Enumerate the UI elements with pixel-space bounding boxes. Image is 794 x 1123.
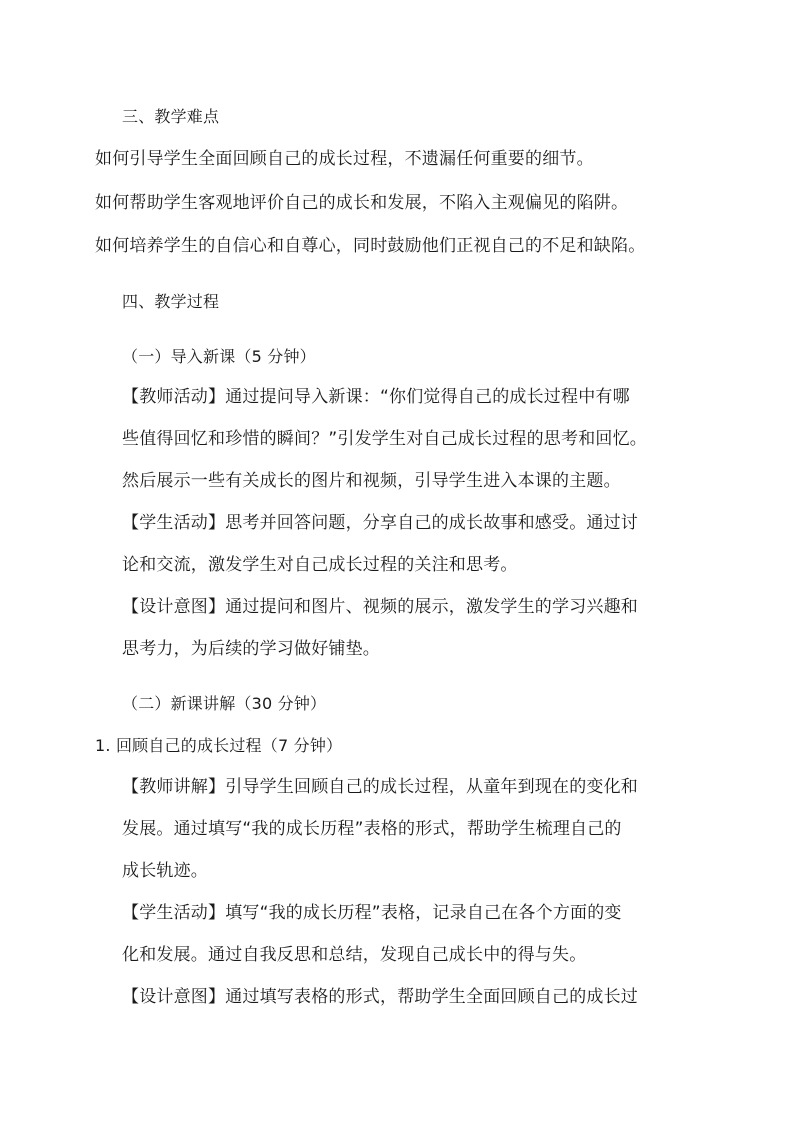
section-4-heading: 四、教学过程 [122, 292, 220, 311]
part-2-heading: （二）新课讲解（30 分钟） [122, 694, 327, 713]
design-intent-2-line-1: 【设计意图】通过填写表格的形式，帮助学生全面回顾自己的成长过 [122, 987, 638, 1007]
student-activity-2-line-1: 【学生活动】填写“我的成长历程”表格，记录自己在各个方面的变 [122, 903, 622, 923]
student-activity-line-1: 【学生活动】思考并回答问题，分享自己的成长故事和感受。通过讨 [122, 513, 638, 533]
teacher-explain-line-1: 【教师讲解】引导学生回顾自己的成长过程，从童年到现在的变化和 [122, 777, 638, 797]
design-intent-line-2: 思考力，为后续的学习做好铺垫。 [122, 639, 380, 659]
part-1-heading: （一）导入新课（5 分钟） [122, 347, 316, 366]
student-activity-line-2: 论和交流，激发学生对自己成长过程的关注和思考。 [122, 555, 518, 575]
teacher-explain-line-3: 成长轨迹。 [122, 861, 208, 881]
teacher-explain-line-2: 发展。通过填写“我的成长历程”表格的形式，帮助学生梳理自己的 [122, 819, 622, 839]
design-intent-line-1: 【设计意图】通过提问和图片、视频的展示，激发学生的学习兴趣和 [122, 597, 638, 617]
teacher-activity-line-2: 些值得回忆和珍惜的瞬间？”引发学生对自己成长过程的思考和回忆。 [122, 429, 648, 449]
difficulty-item-2: 如何帮助学生客观地评价自己的成长和发展，不陷入主观偏见的陷阱。 [95, 193, 629, 213]
difficulty-item-3: 如何培养学生的自信心和自尊心，同时鼓励他们正视自己的不足和缺陷。 [95, 236, 646, 256]
section-3-heading: 三、教学难点 [122, 107, 220, 126]
teacher-activity-line-1: 【教师活动】通过提问导入新课：“你们觉得自己的成长过程中有哪 [122, 387, 630, 407]
part-2-subheading: 1. 回顾自己的成长过程（7 分钟） [95, 736, 343, 755]
student-activity-2-line-2: 化和发展。通过自我反思和总结，发现自己成长中的得与失。 [122, 945, 587, 965]
teacher-activity-line-3: 然后展示一些有关成长的图片和视频，引导学生进入本课的主题。 [122, 471, 621, 491]
difficulty-item-1: 如何引导学生全面回顾自己的成长过程，不遗漏任何重要的细节。 [95, 149, 594, 169]
